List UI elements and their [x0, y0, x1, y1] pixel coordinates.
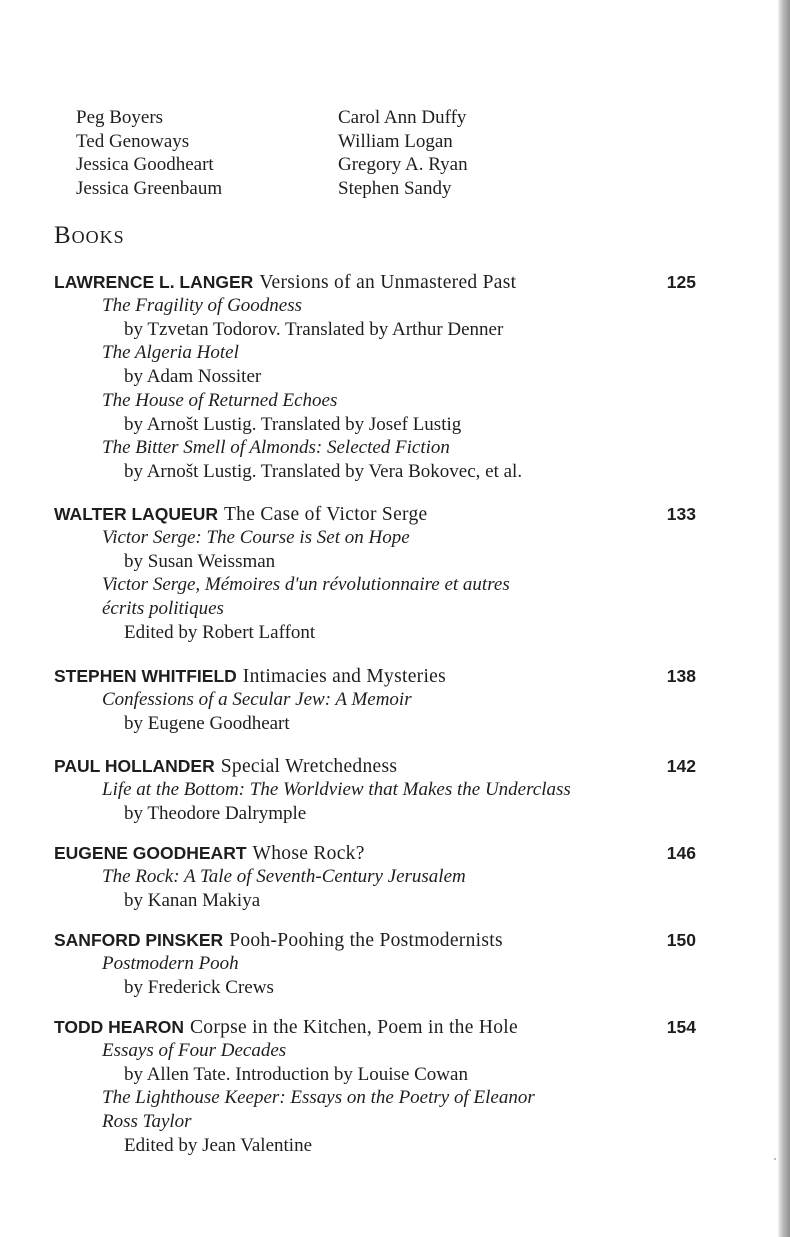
- review-entry: [54, 502, 696, 645]
- book-title: Victor Serge: The Course is Set on Hope: [102, 527, 410, 548]
- reviewer-name: WALTER LAQUEUR: [54, 504, 218, 524]
- book-credit: by Tzvetan Todorov. Translated by Arthur Denner: [124, 318, 504, 340]
- page-number: 133: [666, 504, 696, 524]
- contributor-name: Gregory A. Ryan: [338, 154, 468, 175]
- book-title: The House of Returned Echoes: [102, 389, 338, 411]
- book-title: Essays of Four Decades: [102, 1040, 287, 1061]
- book-credit: by Allen Tate. Introduction by Louise Cowan: [124, 1063, 468, 1085]
- book-title: Life at the Bottom: The Worldview that Makes the Underclass: [102, 779, 571, 800]
- page-number: 154: [666, 1017, 696, 1037]
- page-edge-shadow: [778, 0, 790, 1237]
- review-entry: [54, 754, 696, 825]
- contributor-name: William Logan: [338, 130, 453, 152]
- page-number: 146: [666, 843, 696, 863]
- book-credit: by Frederick Crews: [124, 976, 274, 998]
- page-number: 138: [666, 666, 696, 686]
- contributor-list-left: [76, 106, 222, 200]
- book-title: The Bitter Smell of Almonds: Selected Fiction: [102, 437, 450, 459]
- book-title: The Lighthouse Keeper: Essays on the Poetry of Eleanor: [102, 1087, 535, 1109]
- page-number: 150: [666, 930, 696, 950]
- reviewer-name: SANFORD PINSKER: [54, 930, 224, 950]
- contributor-name: Jessica Goodheart: [76, 154, 214, 175]
- review-entry: [54, 664, 696, 735]
- review-heading: [54, 502, 696, 526]
- book-title: Postmodern Pooh: [102, 953, 239, 974]
- review-title: Versions of an Unmastered Past: [259, 272, 517, 293]
- review-entry: [54, 928, 696, 999]
- book-credit: Edited by Robert Laffont: [124, 621, 316, 643]
- contributor-name: Carol Ann Duffy: [338, 107, 467, 128]
- book-title: Ross Taylor: [102, 1111, 192, 1133]
- book-credit: by Eugene Goodheart: [124, 712, 290, 734]
- book-title: écrits politiques: [102, 598, 224, 620]
- review-entry: [54, 270, 696, 484]
- reviewer-name: LAWRENCE L. LANGER: [54, 272, 254, 292]
- page-number: 125: [666, 272, 696, 292]
- book-title: Confessions of a Secular Jew: A Memoir: [102, 689, 412, 710]
- review-entry: [54, 1015, 696, 1158]
- review-title: Intimacies and Mysteries: [242, 666, 447, 687]
- contributor-name: Jessica Greenbaum: [76, 177, 223, 199]
- review-title: Pooh-Poohing the Postmodernists: [229, 930, 503, 951]
- review-title: The Case of Victor Serge: [223, 504, 428, 525]
- book-title: The Algeria Hotel: [102, 342, 239, 364]
- review-heading: [54, 1015, 696, 1039]
- contributor-name: Stephen Sandy: [338, 177, 452, 199]
- reviewer-name: PAUL HOLLANDER: [54, 756, 215, 776]
- reviewer-name: TODD HEARON: [54, 1017, 184, 1037]
- review-heading: [54, 754, 696, 778]
- review-entry: [54, 841, 696, 912]
- book-credit: by Susan Weissman: [124, 550, 276, 572]
- book-title: The Fragility of Goodness: [102, 295, 303, 316]
- reviewer-name: STEPHEN WHITFIELD: [54, 666, 237, 686]
- book-credit: by Theodore Dalrymple: [124, 802, 307, 824]
- contributor-list-right: [338, 106, 468, 200]
- review-heading: [54, 664, 696, 688]
- scan-speck: [774, 1158, 776, 1160]
- book-title: The Rock: A Tale of Seventh-Century Jerusalem: [102, 866, 466, 887]
- book-credit: by Arnošt Lustig. Translated by Josef Lustig: [124, 413, 462, 435]
- contributor-name: Ted Genoways: [76, 130, 190, 152]
- review-heading: [54, 841, 696, 865]
- reviewer-name: EUGENE GOODHEART: [54, 843, 247, 863]
- book-credit: by Kanan Makiya: [124, 889, 261, 911]
- review-heading: [54, 928, 696, 952]
- review-title: Special Wretchedness: [220, 756, 398, 777]
- book-credit: by Adam Nossiter: [124, 366, 262, 388]
- contributor-name: Peg Boyers: [76, 107, 164, 128]
- section-heading-books: Books: [54, 222, 125, 249]
- book-title: Victor Serge, Mémoires d'un révolutionnaire et autres: [102, 574, 510, 596]
- book-credit: Edited by Jean Valentine: [124, 1134, 313, 1156]
- review-title: Corpse in the Kitchen, Poem in the Hole: [189, 1017, 518, 1038]
- review-heading: [54, 270, 696, 294]
- book-credit: by Arnošt Lustig. Translated by Vera Bokovec, et al.: [124, 460, 523, 482]
- review-title: Whose Rock?: [252, 843, 365, 864]
- page-number: 142: [666, 756, 696, 776]
